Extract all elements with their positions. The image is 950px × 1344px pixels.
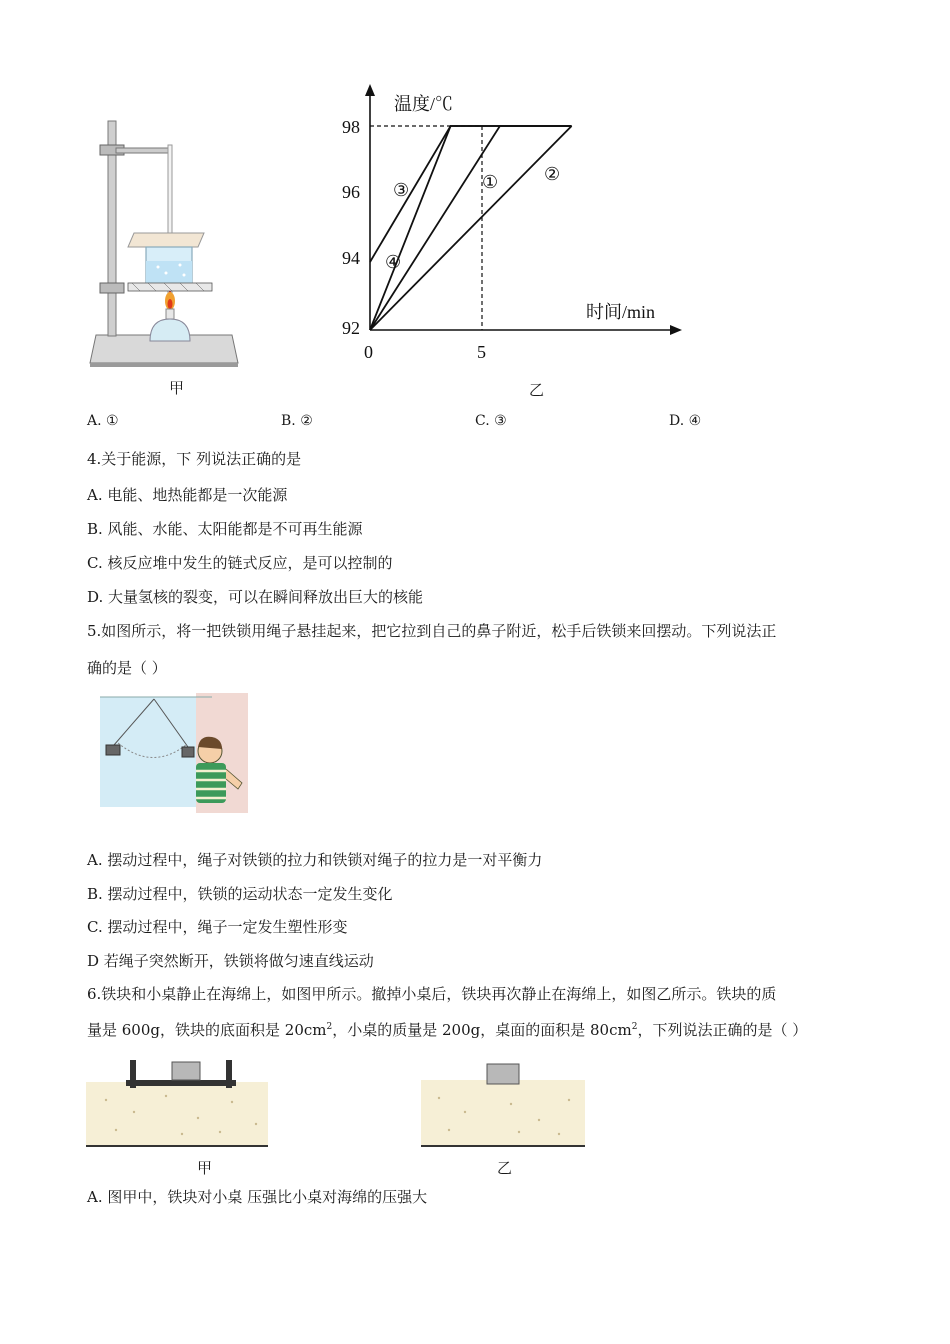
- figure-caption-jia: 甲: [169, 379, 185, 397]
- y-tick-98: 98: [342, 117, 360, 137]
- curve-label-3: ③: [393, 180, 410, 200]
- q6-caption-yi: 乙: [497, 1159, 513, 1177]
- x-axis-label: 时间/min: [586, 302, 656, 322]
- q3-option-b[interactable]: B. ②: [281, 413, 313, 429]
- figure-caption-yi: 乙: [529, 381, 545, 399]
- y-axis-arrow: [365, 84, 375, 96]
- y-tick-96: 96: [342, 182, 360, 202]
- curve-label-1: ①: [482, 172, 499, 192]
- q5-option-a[interactable]: A. 摆动过程中，绳子对铁锁的拉力和铁锁对绳子的拉力是一对平衡力: [87, 851, 543, 869]
- q6-option-a[interactable]: A. 图甲中，铁块对小桌 压强比小桌对海绵的压强大: [87, 1188, 428, 1206]
- sponge-block-illustration-yi: [419, 1060, 587, 1152]
- q5-stem-line2: 确的是（ ）: [87, 659, 167, 677]
- q3-option-d[interactable]: D. ④: [669, 413, 702, 429]
- q5-option-d[interactable]: D 若绳子突然断开，铁锁将做匀速直线运动: [87, 952, 374, 970]
- q6-caption-jia: 甲: [197, 1159, 213, 1177]
- q4-option-a[interactable]: A. 电能、地热能都是一次能源: [87, 486, 288, 504]
- q5-option-b[interactable]: B. 摆动过程中，铁锁的运动状态一定发生变化: [87, 885, 393, 903]
- x-tick-0: 0: [364, 342, 373, 362]
- q3-option-c[interactable]: C. ③: [475, 413, 507, 429]
- y-axis-label: 温度/℃: [394, 94, 454, 114]
- series-line-2: [370, 126, 572, 330]
- q4-option-d[interactable]: D. 大量氢核的裂变，可以在瞬间释放出巨大的核能: [87, 588, 424, 606]
- x-axis-arrow: [670, 325, 682, 335]
- curve-label-2: ②: [544, 164, 561, 184]
- q6-stem-line2: 量是 600g，铁块的底面积是 $20cm^2$，小桌的质量是 200g，桌面的面积是 $80cm^2$，下列说法正确的是（ ）: [87, 1021, 808, 1039]
- temperature-time-graph: [338, 80, 688, 365]
- y-tick-92: 92: [342, 318, 360, 338]
- y-tick-94: 94: [342, 248, 360, 268]
- q5-stem-line1: 5.如图所示，将一把铁锁用绳子悬挂起来，把它拉到自己的鼻子附近，松手后铁锁来回摆动。下列说法正: [87, 622, 777, 640]
- x-tick-5: 5: [477, 342, 486, 362]
- heating-apparatus-illustration: [88, 115, 240, 371]
- curve-label-4: ④: [385, 252, 402, 272]
- q6-stem-line1: 6.铁块和小桌静止在海绵上，如图甲所示。撤掉小桌后，铁块再次静止在海绵上，如图乙所示。铁块的质: [87, 985, 777, 1003]
- q4-stem: 4.关于能源，下 列说法正确的是: [87, 450, 302, 468]
- q4-option-b[interactable]: B. 风能、水能、太阳能都是不可再生能源: [87, 520, 363, 538]
- q3-option-a[interactable]: A. ①: [87, 413, 119, 429]
- sponge-table-illustration-jia: [86, 1052, 270, 1152]
- pendulum-lock-illustration: [88, 693, 250, 813]
- q5-option-c[interactable]: C. 摆动过程中，绳子一定发生塑性形变: [87, 918, 348, 936]
- q4-option-c[interactable]: C. 核反应堆中发生的链式反应，是可以控制的: [87, 554, 393, 572]
